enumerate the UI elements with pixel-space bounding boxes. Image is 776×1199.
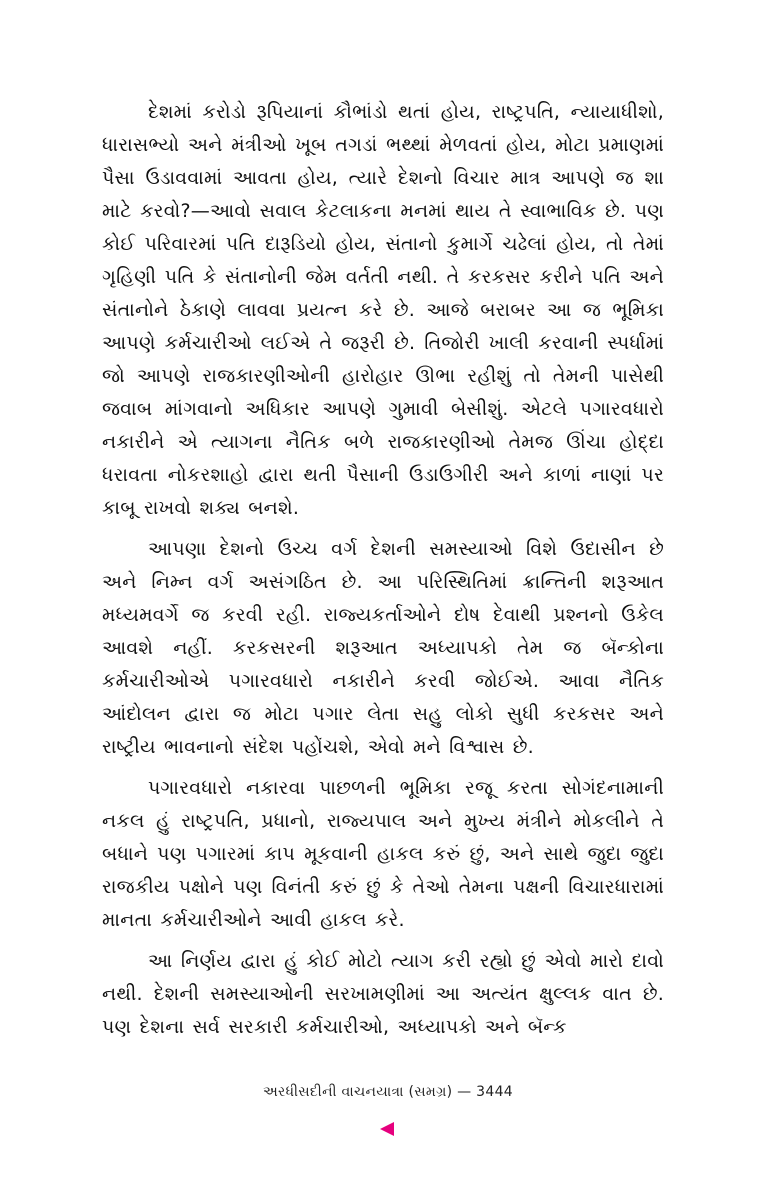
page-footer: અરધીસદીની વાચનયાત્રા (સમગ્ર) — 3444 bbox=[262, 1084, 514, 1100]
paragraph-1: દેશમાં કરોડો રૂપિયાનાં કૌભાંડો થતાં હોય, રાષ્ટ્રપતિ, ન્યાયાધીશો, ધારાસભ્યો અને મંત્રીઓ ખૂબ તગડાં ભથ્થાં મેળવતાં હોય, મોટા પ્રમાણમાં પૈસા ઉડાવવામાં આવતા હોય, ત્યારે દેશનો વિચાર માત્ર આપણે જ શા માટે કરવો?—આવો સવાલ કેટલાકના મનમાં થાય તે સ્વાભાવિક છે. પણ કોઈ પરિવારમાં પતિ દારૂડિયો હોય, સંતાનો કુમાર્ગે ચઢેલાં હોય, તો તેમાં ગૃહિણી પતિ કે સંતાનોની જેમ વર્તતી નથી. તે કરકસર કરીને પતિ અને સંતાનોને ઠેકાણે લાવવા પ્રયત્ન કરે છે. આજે બરાબર આ જ ભૂમિકા આપણે કર્મચારીઓ લઈએ તે જરૂરી છે. તિજોરી ખાલી કરવાની સ્પર્ધામાં જો આપણે રાજકારણીઓની હારોહાર ઊભા રહીશું તો તેમની પાસેથી જવાબ માંગવાનો અધિકાર આપણે ગુમાવી બેસીશું. એટલે પગારવધારો નકારીને એ ત્યાગના નૈતિક બળે રાજકારણીઓ તેમજ ઊંચા હોદ્દા ધરાવતા નોકરશાહો દ્વારા થતી પૈસાની ઉડાઉગીરી અને કાળાં નાણાં પર કાબૂ રાખવો શક્ય બનશે. bbox=[102, 101, 664, 519]
page-body bbox=[102, 96, 664, 1052]
prev-page-arrow-icon[interactable] bbox=[380, 1122, 394, 1136]
paragraph-2: આપણા દેશનો ઉચ્ચ વર્ગ દેશની સમસ્યાઓ વિશે ઉદાસીન છે અને નિમ્ન વર્ગ અસંગઠિત છે. આ પરિસ્થિતિમાં ક્રાન્તિની શરૂઆત મધ્યમવર્ગે જ કરવી રહી. રાજ્યકર્તાઓને દોષ દેવાથી પ્રશ્નનો ઉકેલ આવશે નહીં. કરકસરની શરૂઆત અધ્યાપકો તેમ જ બૅન્કોના કર્મચારીઓએ પગારવધારો નકારીને કરવી જોઈએ. આવા નૈતિક આંદોલન દ્વારા જ મોટા પગાર લેતા સહુ લોકો સુધી કરકસર અને રાષ્ટ્રીય ભાવનાનો સંદેશ પહોંચશે, એવો મને વિશ્વાસ છે. bbox=[102, 538, 664, 758]
paragraph-3: પગારવધારો નકારવા પાછળની ભૂમિકા રજૂ કરતા સોગંદનામાની નકલ હું રાષ્ટ્રપતિ, પ્રધાનો, રાજ્યપાલ અને મુખ્ય મંત્રીને મોકલીને તે બધાને પણ પગારમાં કાપ મૂકવાની હાકલ કરું છું, અને સાથે જુદા જુદા રાજકીય પક્ષોને પણ વિનંતી કરું છું કે તેઓ તેમના પક્ષની વિચારધારામાં માનતા કર્મચારીઓને આવી હાકલ કરે. bbox=[102, 777, 664, 931]
paragraph-4: આ નિર્ણય દ્વારા હું કોઈ મોટો ત્યાગ કરી રહ્યો છું એવો મારો દાવો નથી. દેશની સમસ્યાઓની સરખામણીમાં આ અત્યંત ક્ષુલ્લક વાત છે. પણ દેશના સર્વ સરકારી કર્મચારીઓ, અધ્યાપકો અને બૅન્ક bbox=[102, 950, 664, 1038]
